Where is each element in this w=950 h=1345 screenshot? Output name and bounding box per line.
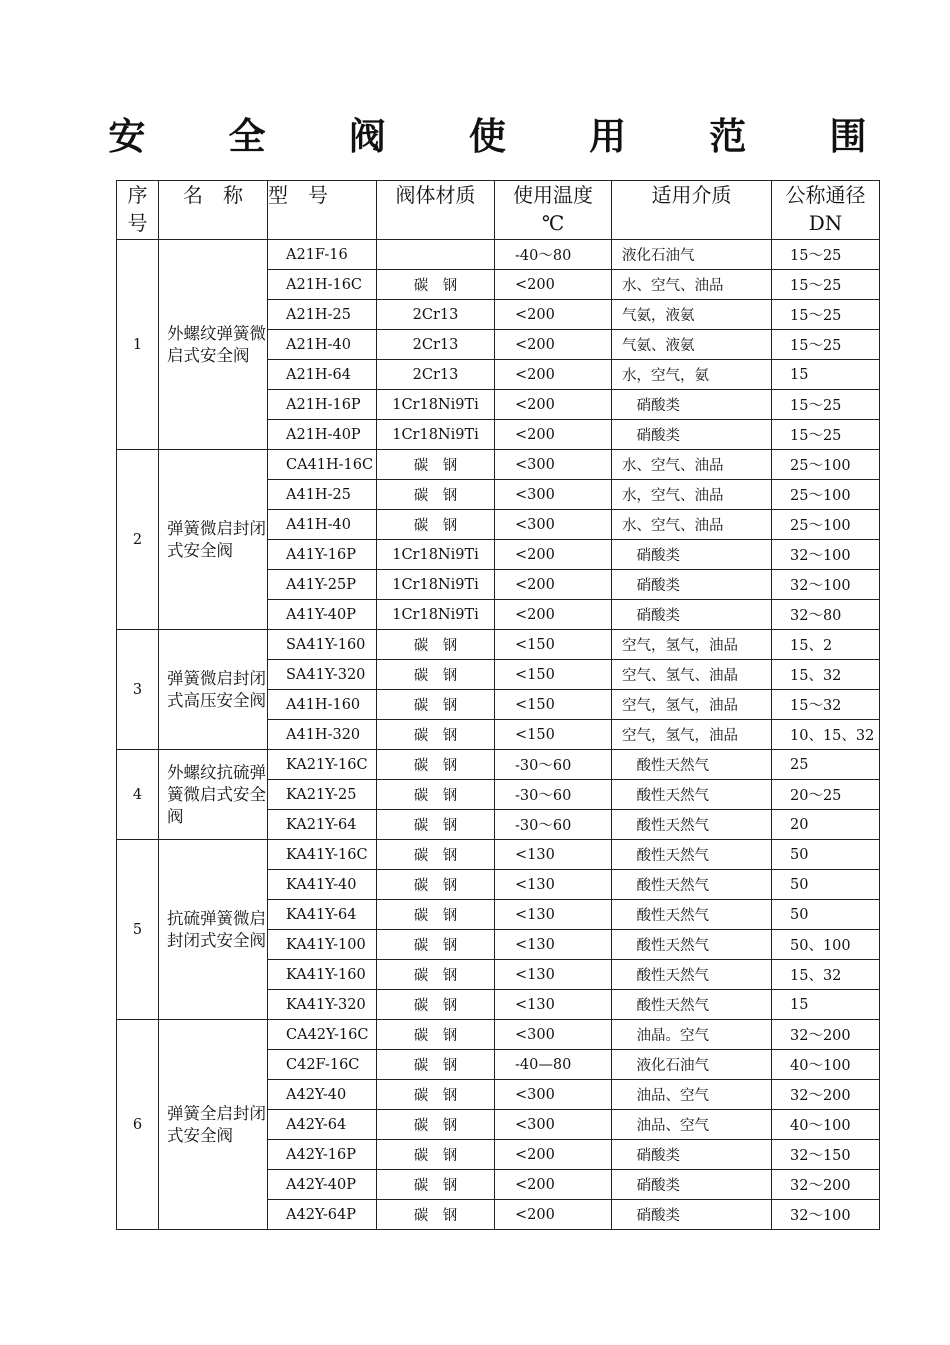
temp-cell: <200 xyxy=(495,360,612,390)
medium-cell: 空气，氢气，油品 xyxy=(612,690,772,720)
medium-cell: 酸性天然气 xyxy=(612,960,772,990)
group-seq-cell: 5 xyxy=(117,840,159,1020)
dn-cell: 32～100 xyxy=(772,1200,880,1230)
temp-cell: <200 xyxy=(495,390,612,420)
model-cell: A42Y-16P xyxy=(268,1140,377,1170)
model-cell: KA41Y-64 xyxy=(268,900,377,930)
material-cell: 碳 钢 xyxy=(377,1200,495,1230)
valve-usage-table xyxy=(116,180,880,1230)
dn-cell: 50、100 xyxy=(772,930,880,960)
medium-cell: 水、空气、油品 xyxy=(612,510,772,540)
medium-cell: 空气、氢气、油晶 xyxy=(612,660,772,690)
temp-cell: <300 xyxy=(495,480,612,510)
dn-cell: 15、32 xyxy=(772,960,880,990)
material-cell: 碳 钢 xyxy=(377,1080,495,1110)
dn-cell: 25～100 xyxy=(772,510,880,540)
header-model: 型 号 xyxy=(268,181,377,240)
header-seq xyxy=(117,181,159,240)
model-cell: A42Y-40 xyxy=(268,1080,377,1110)
group-name-cell: 外螺纹弹簧微启式安全阀 xyxy=(159,240,268,450)
dn-cell: 32～100 xyxy=(772,570,880,600)
group-seq-cell: 2 xyxy=(117,450,159,630)
model-cell: A21H-25 xyxy=(268,300,377,330)
material-cell: 碳 钢 xyxy=(377,1110,495,1140)
medium-cell: 硝酸类 xyxy=(612,540,772,570)
header-dn-line1: 公称通径 xyxy=(785,183,866,207)
dn-cell: 15 xyxy=(772,990,880,1020)
dn-cell: 15 xyxy=(772,360,880,390)
medium-cell: 硝酸类 xyxy=(612,600,772,630)
header-material: 阀体材质 xyxy=(377,181,495,240)
model-cell: KA41Y-100 xyxy=(268,930,377,960)
medium-cell: 空气，氢气，油品 xyxy=(612,720,772,750)
model-cell: KA41Y-160 xyxy=(268,960,377,990)
temp-cell: <150 xyxy=(495,690,612,720)
dn-cell: 32～100 xyxy=(772,540,880,570)
model-cell: A41H-40 xyxy=(268,510,377,540)
dn-cell: 32～80 xyxy=(772,600,880,630)
header-medium: 适用介质 xyxy=(612,181,772,240)
temp-cell: <200 xyxy=(495,1200,612,1230)
material-cell: 碳 钢 xyxy=(377,270,495,300)
header-temp xyxy=(495,181,612,240)
medium-cell: 酸性天然气 xyxy=(612,930,772,960)
dn-cell: 50 xyxy=(772,900,880,930)
model-cell: CA41H-16C xyxy=(268,450,377,480)
material-cell: 碳 钢 xyxy=(377,660,495,690)
material-cell: 碳 钢 xyxy=(377,1140,495,1170)
medium-cell: 硝酸类 xyxy=(612,1200,772,1230)
dn-cell: 15、32 xyxy=(772,660,880,690)
model-cell: A21H-40P xyxy=(268,420,377,450)
group-name-cell: 弹簧微启封闭式安全阀 xyxy=(159,450,268,630)
medium-cell: 酸性天然气 xyxy=(612,990,772,1020)
group-seq-cell: 6 xyxy=(117,1020,159,1230)
temp-cell: <200 xyxy=(495,1170,612,1200)
medium-cell: 油品、空气 xyxy=(612,1080,772,1110)
medium-cell: 气氨、液氨 xyxy=(612,330,772,360)
temp-cell: <200 xyxy=(495,300,612,330)
temp-cell: -30～60 xyxy=(495,780,612,810)
temp-cell: <200 xyxy=(495,540,612,570)
material-cell: 碳 钢 xyxy=(377,960,495,990)
temp-cell: <150 xyxy=(495,720,612,750)
material-cell: 1Cr18Ni9Ti xyxy=(377,600,495,630)
temp-cell: <200 xyxy=(495,1140,612,1170)
model-cell: KA41Y-16C xyxy=(268,840,377,870)
model-cell: CA42Y-16C xyxy=(268,1020,377,1050)
header-temp-line1: 使用温度 xyxy=(513,183,593,207)
material-cell: 1Cr18Ni9Ti xyxy=(377,540,495,570)
dn-cell: 40～100 xyxy=(772,1050,880,1080)
group-seq-cell: 3 xyxy=(117,630,159,750)
temp-cell: -40～80 xyxy=(495,240,612,270)
temp-cell: <130 xyxy=(495,990,612,1020)
dn-cell: 32～150 xyxy=(772,1140,880,1170)
dn-cell: 15～25 xyxy=(772,420,880,450)
group-name-cell: 抗硫弹簧微启封闭式安全阀 xyxy=(159,840,268,1020)
dn-cell: 40～100 xyxy=(772,1110,880,1140)
group-name-cell: 弹簧全启封闭式安全阀 xyxy=(159,1020,268,1230)
temp-cell: <150 xyxy=(495,660,612,690)
material-cell: 1Cr18Ni9Ti xyxy=(377,570,495,600)
dn-cell: 15～25 xyxy=(772,240,880,270)
material-cell: 碳 钢 xyxy=(377,870,495,900)
medium-cell: 酸性天然气 xyxy=(612,840,772,870)
medium-cell: 酸性天然气 xyxy=(612,750,772,780)
dn-cell: 20～25 xyxy=(772,780,880,810)
material-cell: 碳 钢 xyxy=(377,510,495,540)
temp-cell: <200 xyxy=(495,570,612,600)
material-cell: 碳 钢 xyxy=(377,1020,495,1050)
material-cell: 碳 钢 xyxy=(377,930,495,960)
material-cell: 1Cr18Ni9Ti xyxy=(377,390,495,420)
temp-cell: <300 xyxy=(495,450,612,480)
header-seq-text: 序号 xyxy=(127,183,148,235)
material-cell: 2Cr13 xyxy=(377,360,495,390)
temp-cell: <130 xyxy=(495,870,612,900)
header-name: 名 称 xyxy=(159,181,268,240)
material-cell: 碳 钢 xyxy=(377,450,495,480)
medium-cell: 硝酸类 xyxy=(612,570,772,600)
dn-cell: 15～25 xyxy=(772,330,880,360)
dn-cell: 15～25 xyxy=(772,390,880,420)
medium-cell: 气氨，液氨 xyxy=(612,300,772,330)
material-cell: 碳 钢 xyxy=(377,840,495,870)
dn-cell: 20 xyxy=(772,810,880,840)
material-cell: 1Cr18Ni9Ti xyxy=(377,420,495,450)
model-cell: A41Y-25P xyxy=(268,570,377,600)
model-cell: C42F-16C xyxy=(268,1050,377,1080)
dn-cell: 32～200 xyxy=(772,1020,880,1050)
medium-cell: 酸性天然气 xyxy=(612,870,772,900)
temp-cell: <300 xyxy=(495,510,612,540)
model-cell: SA41Y-320 xyxy=(268,660,377,690)
material-cell: 碳 钢 xyxy=(377,900,495,930)
dn-cell: 32～200 xyxy=(772,1080,880,1110)
dn-cell: 15、2 xyxy=(772,630,880,660)
model-cell: SA41Y-160 xyxy=(268,630,377,660)
temp-cell: <200 xyxy=(495,600,612,630)
model-cell: KA41Y-320 xyxy=(268,990,377,1020)
material-cell: 碳 钢 xyxy=(377,1170,495,1200)
temp-cell: <200 xyxy=(495,270,612,300)
table-row xyxy=(117,840,880,870)
model-cell: A42Y-64P xyxy=(268,1200,377,1230)
header-dn-line2: DN xyxy=(808,211,843,235)
medium-cell: 酸性天然气 xyxy=(612,780,772,810)
material-cell: 碳 钢 xyxy=(377,480,495,510)
dn-cell: 25 xyxy=(772,750,880,780)
material-cell: 2Cr13 xyxy=(377,300,495,330)
medium-cell: 水、空气、油品 xyxy=(612,270,772,300)
dn-cell: 50 xyxy=(772,840,880,870)
group-seq-cell: 4 xyxy=(117,750,159,840)
model-cell: A41H-25 xyxy=(268,480,377,510)
temp-cell: <300 xyxy=(495,1110,612,1140)
table-row xyxy=(117,1020,880,1050)
medium-cell: 水，空气、油品 xyxy=(612,480,772,510)
model-cell: KA21Y-25 xyxy=(268,780,377,810)
temp-cell: -30～60 xyxy=(495,750,612,780)
model-cell: A41Y-40P xyxy=(268,600,377,630)
dn-cell: 15～25 xyxy=(772,300,880,330)
model-cell: A21F-16 xyxy=(268,240,377,270)
table-body xyxy=(117,240,880,1230)
medium-cell: 硝酸类 xyxy=(612,390,772,420)
model-cell: KA21Y-16C xyxy=(268,750,377,780)
medium-cell: 油晶。空气 xyxy=(612,1020,772,1050)
temp-cell: <130 xyxy=(495,900,612,930)
model-cell: A41H-320 xyxy=(268,720,377,750)
temp-cell: -30～60 xyxy=(495,810,612,840)
header-temp-line2: ℃ xyxy=(541,211,565,235)
material-cell: 2Cr13 xyxy=(377,330,495,360)
medium-cell: 酸性天然气 xyxy=(612,900,772,930)
temp-cell: <200 xyxy=(495,420,612,450)
group-seq-cell: 1 xyxy=(117,240,159,450)
temp-cell: -40—80 xyxy=(495,1050,612,1080)
model-cell: KA41Y-40 xyxy=(268,870,377,900)
table-row xyxy=(117,240,880,270)
temp-cell: <130 xyxy=(495,930,612,960)
medium-cell: 液化石油气 xyxy=(612,1050,772,1080)
dn-cell: 25～100 xyxy=(772,480,880,510)
medium-cell: 油品、空气 xyxy=(612,1110,772,1140)
model-cell: A21H-16C xyxy=(268,270,377,300)
model-cell: A42Y-40P xyxy=(268,1170,377,1200)
table-row xyxy=(117,630,880,660)
medium-cell: 硝酸类 xyxy=(612,1140,772,1170)
model-cell: A41H-160 xyxy=(268,690,377,720)
dn-cell: 10、15、32 xyxy=(772,720,880,750)
dn-cell: 50 xyxy=(772,870,880,900)
medium-cell: 水，空气，氨 xyxy=(612,360,772,390)
model-cell: A21H-16P xyxy=(268,390,377,420)
medium-cell: 水、空气、油品 xyxy=(612,450,772,480)
temp-cell: <130 xyxy=(495,840,612,870)
material-cell: 碳 钢 xyxy=(377,750,495,780)
material-cell: 碳 钢 xyxy=(377,990,495,1020)
table-header-row xyxy=(117,181,880,240)
material-cell: 碳 钢 xyxy=(377,690,495,720)
table-row xyxy=(117,450,880,480)
model-cell: A21H-40 xyxy=(268,330,377,360)
dn-cell: 32～200 xyxy=(772,1170,880,1200)
model-cell: A41Y-16P xyxy=(268,540,377,570)
medium-cell: 空气，氢气，油品 xyxy=(612,630,772,660)
medium-cell: 酸性天然气 xyxy=(612,810,772,840)
model-cell: A42Y-64 xyxy=(268,1110,377,1140)
material-cell: 碳 钢 xyxy=(377,1050,495,1080)
dn-cell: 15～25 xyxy=(772,270,880,300)
medium-cell: 硝酸类 xyxy=(612,420,772,450)
material-cell: 碳 钢 xyxy=(377,720,495,750)
temp-cell: <300 xyxy=(495,1020,612,1050)
material-cell: 碳 钢 xyxy=(377,780,495,810)
temp-cell: <200 xyxy=(495,330,612,360)
material-cell: 碳 钢 xyxy=(377,810,495,840)
temp-cell: <300 xyxy=(495,1080,612,1110)
group-name-cell: 外螺纹抗硫弹簧微启式安全阀 xyxy=(159,750,268,840)
model-cell: KA21Y-64 xyxy=(268,810,377,840)
model-cell: A21H-64 xyxy=(268,360,377,390)
dn-cell: 25～100 xyxy=(772,450,880,480)
material-cell xyxy=(377,240,495,270)
group-name-cell: 弹簧微启封闭式高压安全阀 xyxy=(159,630,268,750)
medium-cell: 液化石油气 xyxy=(612,240,772,270)
table-row xyxy=(117,750,880,780)
dn-cell: 15～32 xyxy=(772,690,880,720)
material-cell: 碳 钢 xyxy=(377,630,495,660)
temp-cell: <150 xyxy=(495,630,612,660)
header-dn xyxy=(772,181,880,240)
temp-cell: <130 xyxy=(495,960,612,990)
medium-cell: 硝酸类 xyxy=(612,1170,772,1200)
page-title: 安 全 阀 使 用 范 围 xyxy=(108,114,902,158)
